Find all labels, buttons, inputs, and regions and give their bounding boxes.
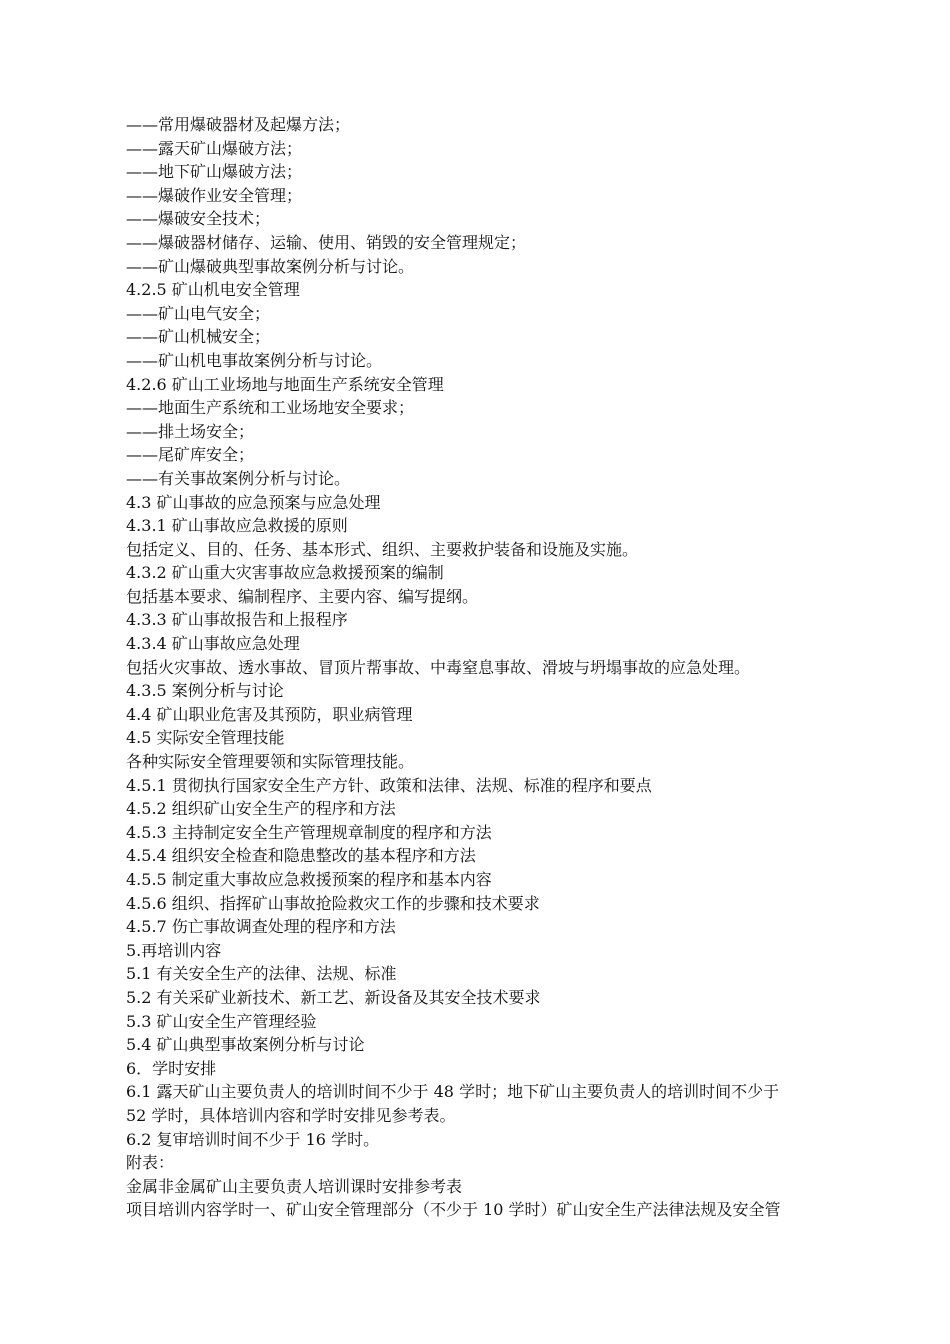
section-heading: 4.5.2 组织矿山安全生产的程序和方法 <box>126 799 396 819</box>
section-heading: 4.4 矿山职业危害及其预防，职业病管理 <box>126 704 413 724</box>
section-heading: 4.5.3 主持制定安全生产管理规章制度的程序和方法 <box>126 822 492 842</box>
section-heading: 6．学时安排 <box>126 1058 217 1078</box>
text-line: ——露天矿山爆破方法； <box>126 138 303 158</box>
text-line: 6.1 露天矿山主要负责人的培训时间不少于 48 学时；地下矿山主要负责人的培训时间不少于 <box>126 1082 780 1102</box>
section-heading: 4.5.5 制定重大事故应急救援预案的程序和基本内容 <box>126 870 492 889</box>
section-heading: 5.再培训内容 <box>126 940 222 960</box>
section-heading: 4.3.5 案例分析与讨论 <box>126 681 284 701</box>
text-line: ——矿山爆破典型事故案例分析与讨论。 <box>126 256 415 276</box>
section-heading: 4.5.6 组织、指挥矿山事故抢险救灾工作的步骤和技术要求 <box>126 893 540 913</box>
appendix-label: 附表： <box>126 1153 175 1173</box>
text-line: ——尾矿库安全； <box>126 445 255 465</box>
text-line: ——矿山机械安全； <box>126 327 271 347</box>
section-heading: 4.5.4 组织安全检查和隐患整改的基本程序和方法 <box>126 846 476 866</box>
text-line: 各种实际安全管理要领和实际管理技能。 <box>126 752 415 772</box>
text-line: ——爆破安全技术； <box>126 209 271 229</box>
text-line: ——地下矿山爆破方法； <box>126 162 303 182</box>
section-heading: 4.5.7 伤亡事故调查处理的程序和方法 <box>126 917 396 937</box>
section-heading: 5.1 有关安全生产的法律、法规、标准 <box>126 964 397 984</box>
section-heading: 4.2.5 矿山机电安全管理 <box>126 280 300 300</box>
text-line: 包括基本要求、编制程序、主要内容、编写提纲。 <box>126 586 479 606</box>
document-page <box>126 113 846 1222</box>
text-line: ——地面生产系统和工业场地安全要求； <box>126 398 415 418</box>
section-heading: 4.3.3 矿山事故报告和上报程序 <box>126 610 348 630</box>
text-line: ——爆破器材储存、运输、使用、销毁的安全管理规定； <box>126 232 527 252</box>
section-heading: 4.3 矿山事故的应急预案与应急处理 <box>126 492 381 512</box>
text-line: ——矿山电气安全； <box>126 303 271 323</box>
section-heading: 5.4 矿山典型事故案例分析与讨论 <box>126 1035 365 1055</box>
text-line: ——矿山机电事故案例分析与讨论。 <box>126 350 383 370</box>
text-line: 52 学时，具体培训内容和学时安排见参考表。 <box>126 1105 456 1125</box>
text-line: 6.2 复审培训时间不少于 16 学时。 <box>126 1129 380 1149</box>
text-line: ——排土场安全； <box>126 421 255 441</box>
section-heading: 4.5 实际安全管理技能 <box>126 728 285 748</box>
section-heading: 4.2.6 矿山工业场地与地面生产系统安全管理 <box>126 374 444 394</box>
text-line: ——爆破作业安全管理； <box>126 185 303 205</box>
text-line: 包括火灾事故、透水事故、冒顶片帮事故、中毒窒息事故、滑坡与坍塌事故的应急处理。 <box>126 657 751 677</box>
section-heading: 4.3.4 矿山事故应急处理 <box>126 634 300 654</box>
section-heading: 4.5.1 贯彻执行国家安全生产方针、政策和法律、法规、标准的程序和要点 <box>126 775 652 795</box>
text-line: 包括定义、目的、任务、基本形式、组织、主要救护装备和设施及实施。 <box>126 539 639 559</box>
text-line: 项目培训内容学时一、矿山安全管理部分（不少于 10 学时）矿山安全生产法律法规及安全管 <box>126 1200 781 1220</box>
section-heading: 5.3 矿山安全生产管理经验 <box>126 1011 317 1031</box>
section-heading: 4.3.1 矿山事故应急救援的原则 <box>126 516 348 536</box>
text-line: ——常用爆破器材及起爆方法； <box>126 115 351 134</box>
text-line: ——有关事故案例分析与讨论。 <box>126 468 351 488</box>
section-heading: 5.2 有关采矿业新技术、新工艺、新设备及其安全技术要求 <box>126 987 541 1007</box>
table-title: 金属非金属矿山主要负责人培训课时安排参考表 <box>126 1176 463 1196</box>
section-heading: 4.3.2 矿山重大灾害事故应急救援预案的编制 <box>126 563 444 583</box>
